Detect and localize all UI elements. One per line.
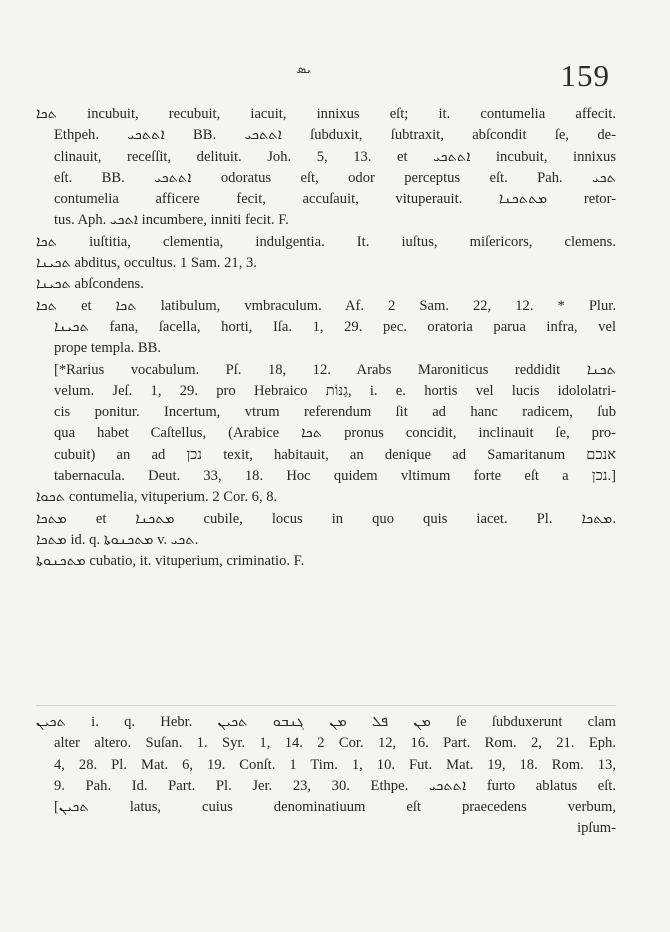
text-line: alter altero. Suſan. 1. Syr. 1, 14. 2 Cor. 12, 16. Part. Rom. 2, 21. Eph. [54, 735, 616, 752]
text-line: ܬܟܝܢܐ abditus, occultus. 1 Sam. 21, 3. [36, 255, 257, 272]
text-line: [ܬܟܝܢ latus, cuius denominatiuum eſt praecedens verbum, [54, 799, 616, 816]
text-line: ܬܟܝܢܐ abſcondens. [36, 276, 144, 293]
text-line: ܬܟܐ iuſtitia, clementia, indulgentia. It. iuſtus, miſericors, clemens. [36, 233, 616, 250]
text-line: tabernacula. Deut. 33, 18. Hoc quidem vltimum forte eſt a נכן.] [54, 468, 616, 485]
text-line: ܡܬܟܢܘܬܐ cubatio, it. vituperium, criminatio. F. [36, 553, 305, 570]
text-line: ܬܟܐ incubuit, recubuit, iacuit, innixus eſt; it. contumelia affecit. [36, 106, 616, 122]
section-divider [36, 705, 616, 706]
text-line: ܡܬܟܐ et ܡܬܟܢܐ cubile, locus in quo quis iacet. Pl. ܡܬܟܐ. [36, 510, 616, 527]
text-line: ܬܟܐ et ܬܟܐ latibulum, vmbraculum. Af. 2 Sam. 22, 12. * Plur. [36, 297, 616, 314]
text-line: prope templa. BB. [54, 340, 162, 357]
running-head-glyph: ܝܣ [296, 62, 312, 77]
text-line: ipſum- [577, 820, 616, 837]
text-line: 4, 28. Pl. Mat. 6, 19. Conſt. 1 Tim. 1, 10. Fut. Mat. 19, 18. Rom. 13, [54, 756, 616, 773]
page-number: 159 [560, 58, 610, 93]
text-line: tus. Aph. ܐܬܟܝ incumbere, inniti fecit. F. [54, 212, 289, 229]
text-line: Ethpeh. ܐܬܬܟܝ BB. ܐܬܬܟܝ ſubduxit, ſubtraxit, abſcondit ſe, de- [54, 127, 616, 144]
entry-block-2 [36, 712, 616, 840]
text-line: cubuit) an ad נכן texit, habitauit, an denique ad Samaritanum אנכם [54, 446, 616, 463]
text-line: ܡܬܟܐ id. q. ܡܬܟܢܘܬܐ v. ܬܟܝ. [36, 531, 199, 548]
text-line: qua habet Caſtellus, (Arabice ܬܟܐ pronus concidit, inclinauit ſe, pro- [54, 425, 616, 442]
entry-block [36, 104, 616, 573]
text-line: ܬܟܝܢ i. q. Hebr. ܡܢ ܦܠ ܡܢ ܓܢܒܘ ܬܟܝܢ ſe ſubduxerunt clam [36, 714, 616, 730]
text-line: velum. Jeſ. 1, 29. pro Hebraico גַנּוֹת, i. e. hortis vel lucis idololatri- [54, 382, 616, 399]
text-line: ܬܟܝܢܐ fana, ſacella, horti, Iſa. 1, 29. pec. oratoria parua infra, vel [54, 318, 616, 335]
text-line: [*Rarius vocabulum. Pſ. 18, 12. Arabs Maroniticus reddidit ܬܟܢܐ [54, 361, 616, 378]
text-line: ܬܟܘܐ contumelia, vituperium. 2 Cor. 6, 8. [36, 489, 278, 506]
text-line: cis ponitur. Incertum, vtrum referendum ſit ad hanc radicem, ſub [54, 404, 616, 421]
text-line: clinauit, receſſit, delituit. Joh. 5, 13. et ܐܬܬܟܝ incubuit, innixus [54, 148, 616, 165]
text-line: contumelia afficere fecit, accuſauit, vituperauit. ܡܬܬܟܢܐ retor- [54, 191, 616, 208]
text-line: eſt. BB. ܐܬܬܟܝ odoratus eſt, odor perceptus eſt. Pah. ܬܟܝ [54, 169, 616, 186]
text-line: 9. Pah. Id. Part. Pl. Jer. 23, 30. Ethpe. ܐܬܬܟܝ furto ablatus eſt. [54, 777, 616, 794]
